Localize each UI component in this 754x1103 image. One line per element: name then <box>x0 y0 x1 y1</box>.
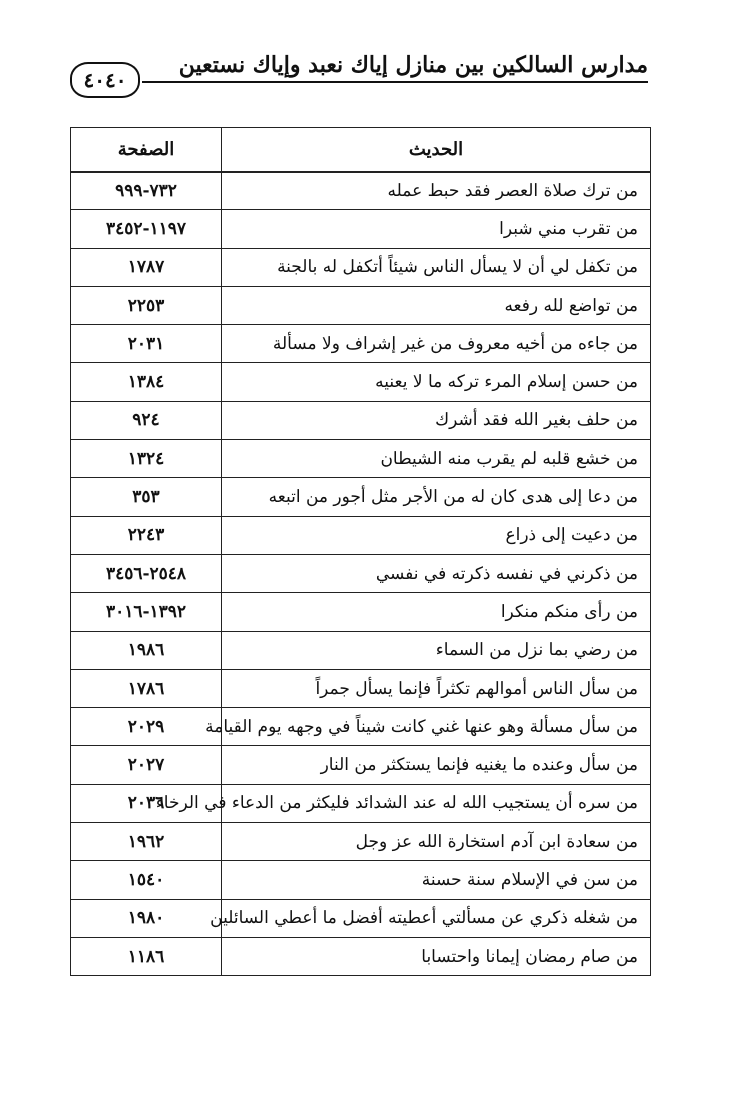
table-row <box>71 286 651 324</box>
table-row <box>71 325 651 363</box>
table-row <box>71 172 651 210</box>
table-row <box>71 669 651 707</box>
page-reference: ١٣٢٤ <box>71 440 222 478</box>
hadith-text: من سأل مسألة وهو عنها غني كانت شيناً في وجهه يوم القيامة <box>222 708 651 746</box>
page-reference: ٢٢٥٣ <box>71 286 222 324</box>
page-header <box>70 48 648 98</box>
page-reference: ٣٥٣ <box>71 478 222 516</box>
hadith-text: من دعيت إلى ذراع <box>222 516 651 554</box>
table-row <box>71 363 651 401</box>
table-row <box>71 210 651 248</box>
hadith-text: من شغله ذكري عن مسألتي أعطيته أفضل ما أعطي السائلين <box>222 899 651 937</box>
hadith-text: من جاءه من أخيه معروف من غير إشراف ولا مسألة <box>222 325 651 363</box>
column-header-hadith: الحديث <box>222 128 651 172</box>
table-row <box>71 516 651 554</box>
page-reference: ١٣٩٢-٣٠١٦ <box>71 593 222 631</box>
page-reference: ١١٩٧-٣٤٥٢ <box>71 210 222 248</box>
page-reference: ٢٠٣١ <box>71 325 222 363</box>
page-reference: ٢٠٢٧ <box>71 746 222 784</box>
hadith-text: من رضي بما نزل من السماء <box>222 631 651 669</box>
table-row <box>71 823 651 861</box>
table-row <box>71 899 651 937</box>
page-reference: ١٣٨٤ <box>71 363 222 401</box>
table-row <box>71 401 651 439</box>
table-row <box>71 554 651 592</box>
hadith-text: من سره أن يستجيب الله له عند الشدائد فليكثر من الدعاء في الرخاء <box>222 784 651 822</box>
hadith-index-table <box>70 127 651 976</box>
book-title: مدارس السالكين بين منازل إياك نعبد وإياك نستعين <box>178 52 648 78</box>
page-reference: ١١٨٦ <box>71 937 222 975</box>
page-reference: ٩٢٤ <box>71 401 222 439</box>
hadith-text: من حسن إسلام المرء تركه ما لا يعنيه <box>222 363 651 401</box>
table-row <box>71 937 651 975</box>
table-row <box>71 708 651 746</box>
page-reference: ٢٥٤٨-٣٤٥٦ <box>71 554 222 592</box>
page-reference: ١٧٨٧ <box>71 248 222 286</box>
hadith-text: من ترك صلاة العصر فقد حبط عمله <box>222 172 651 210</box>
table-row <box>71 746 651 784</box>
table-row <box>71 440 651 478</box>
page-reference: ٧٣٢-٩٩٩ <box>71 172 222 210</box>
hadith-text: من صام رمضان إيمانا واحتسابا <box>222 937 651 975</box>
hadith-text: من تواضع لله رفعه <box>222 286 651 324</box>
hadith-text: من سأل وعنده ما يغنيه فإنما يستكثر من النار <box>222 746 651 784</box>
table-row <box>71 593 651 631</box>
hadith-text: من ذكرني في نفسه ذكرته في نفسي <box>222 554 651 592</box>
page-number-badge: ٤٠٤٠ <box>70 62 140 98</box>
hadith-text: من سن في الإسلام سنة حسنة <box>222 861 651 899</box>
hadith-text: من خشع قلبه لم يقرب منه الشيطان <box>222 440 651 478</box>
page-reference: ٢٠٣٦ <box>71 784 222 822</box>
hadith-text: من دعا إلى هدى كان له من الأجر مثل أجور من اتبعه <box>222 478 651 516</box>
hadith-text: من رأى منكم منكرا <box>222 593 651 631</box>
table-header-row <box>71 128 651 172</box>
page-reference: ١٩٨٦ <box>71 631 222 669</box>
page-reference: ١٩٦٢ <box>71 823 222 861</box>
hadith-text: من تكفل لي أن لا يسأل الناس شيئاً أتكفل له بالجنة <box>222 248 651 286</box>
hadith-text: من حلف بغير الله فقد أشرك <box>222 401 651 439</box>
page-reference: ٢٢٤٣ <box>71 516 222 554</box>
page-reference: ١٥٤٠ <box>71 861 222 899</box>
hadith-text: من تقرب مني شبرا <box>222 210 651 248</box>
table-row <box>71 784 651 822</box>
page-reference: ١٩٨٠ <box>71 899 222 937</box>
table-row <box>71 631 651 669</box>
page-reference: ١٧٨٦ <box>71 669 222 707</box>
hadith-text: من سعادة ابن آدم استخارة الله عز وجل <box>222 823 651 861</box>
column-header-page: الصفحة <box>71 128 222 172</box>
table-row <box>71 248 651 286</box>
header-divider <box>142 81 648 83</box>
table-row <box>71 861 651 899</box>
hadith-text: من سأل الناس أموالهم تكثراً فإنما يسأل جمراً <box>222 669 651 707</box>
page-reference: ٢٠٢٩ <box>71 708 222 746</box>
table-row <box>71 478 651 516</box>
